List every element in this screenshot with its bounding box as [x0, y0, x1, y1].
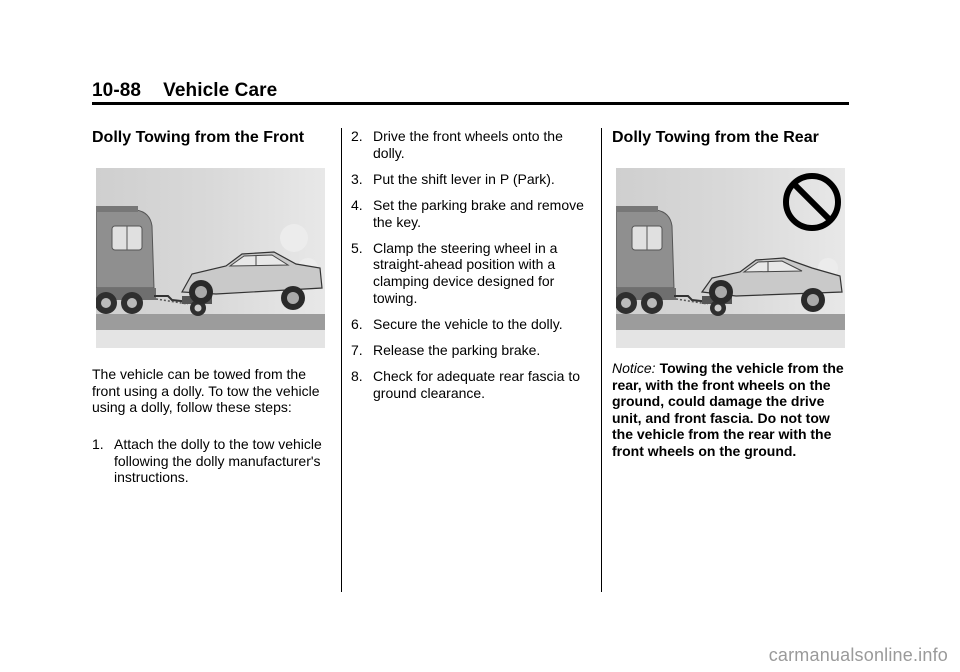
steps-list — [351, 128, 593, 411]
list-item — [351, 342, 593, 359]
list-item — [351, 316, 593, 333]
column-rear-towing — [612, 128, 852, 459]
step-text: Attach the dolly to the tow vehicle following the dolly manufacturer's instructions. — [114, 436, 322, 486]
step-number: 8. — [351, 368, 363, 385]
column-front-towing — [92, 128, 332, 486]
front-dolly-towing-illustration — [96, 168, 325, 348]
intro-paragraph: The vehicle can be towed from the front using a dolly. To tow the vehicle using a dolly, follow these steps: — [92, 366, 320, 416]
step-text: Put the shift lever in P (Park). — [373, 170, 555, 187]
footer-watermark: carmanualsonline.info — [768, 645, 948, 665]
rear-dolly-towing-prohibited-illustration — [616, 168, 845, 348]
notice-text: Towing the vehicle from the rear, with the front wheels on the ground, could damage the drive unit, and front fascia. Do not tow the vehicle from the rear with the front wheels on the ground. — [612, 360, 844, 459]
step-text: Clamp the steering wheel in a straight-ahead position with a clamping device designed for towing. — [373, 239, 558, 306]
step-number: 5. — [351, 239, 363, 256]
list-item — [351, 197, 593, 230]
notice-label: Notice: — [612, 360, 656, 376]
page-number: 10-88 — [92, 80, 142, 101]
header-rule — [92, 102, 849, 105]
steps-list — [92, 436, 332, 495]
step-number: 7. — [351, 341, 363, 358]
step-number: 1. — [92, 436, 104, 452]
section-heading-front: Dolly Towing from the Front — [92, 129, 305, 146]
list-item — [92, 436, 332, 486]
step-text: Set the parking brake and remove the key. — [373, 196, 584, 230]
section-title: Vehicle Care — [163, 80, 278, 101]
column-divider — [601, 128, 602, 592]
step-number: 3. — [351, 170, 363, 187]
list-item — [351, 368, 593, 401]
step-text: Secure the vehicle to the dolly. — [373, 315, 563, 332]
step-number: 4. — [351, 196, 363, 213]
step-number: 6. — [351, 315, 363, 332]
page-header — [92, 80, 277, 102]
list-item — [351, 128, 593, 161]
step-text: Release the parking brake. — [373, 341, 541, 358]
section-heading-rear: Dolly Towing from the Rear — [612, 129, 819, 146]
step-number: 2. — [351, 128, 363, 144]
step-text: Drive the front wheels onto the dolly. — [373, 128, 563, 161]
step-text: Check for adequate rear fascia to ground clearance. — [373, 368, 581, 401]
column-divider — [341, 128, 342, 592]
notice-paragraph — [612, 360, 852, 460]
list-item — [351, 240, 593, 306]
list-item — [351, 171, 593, 188]
